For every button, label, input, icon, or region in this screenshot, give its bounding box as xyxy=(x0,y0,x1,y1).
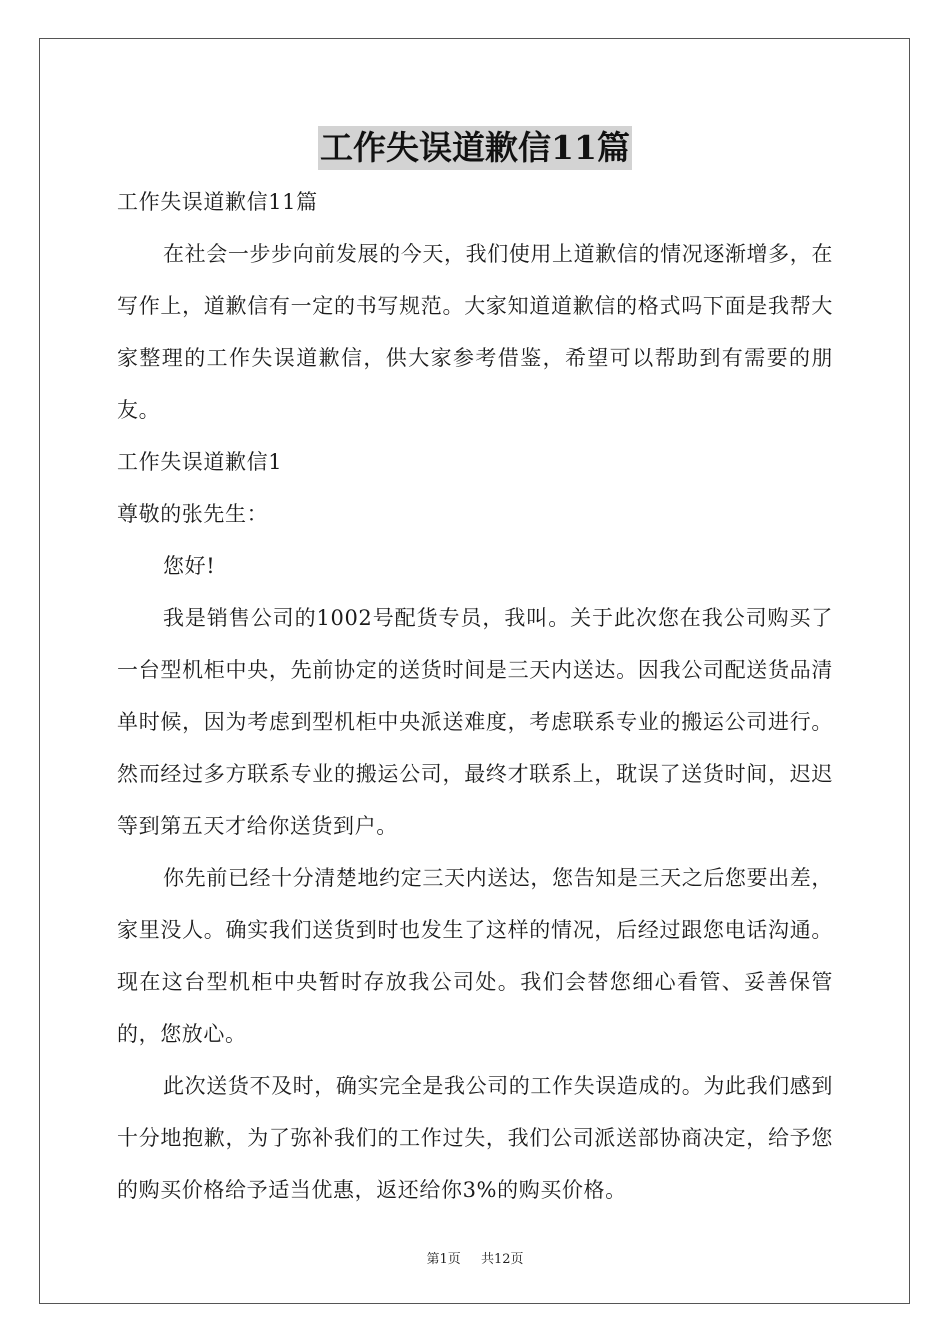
body-paragraph: 我是销售公司的1002号配货专员，我叫。关于此次您在我公司购买了一台型机柜中央，先前协定的送货时间是三天内送达。因我公司配送货品清单时候，因为考虑到型机柜中央派送难度，考虑联系专业的搬运公司进行。然而经过多方联系专业的搬运公司，最终才联系上，耽误了送货时间，迟迟等到第五天才给你送货到户。 xyxy=(117,606,833,838)
salutation: 尊敬的张先生： xyxy=(117,502,269,526)
body-paragraph: 你先前已经十分清楚地约定三天内送达，您告知是三天之后您要出差，家里没人。确实我们送货到时也发生了这样的情况，后经过跟您电话沟通。现在这台型机柜中央暂时存放我公司处。我们会替您细心看管、妥善保管的，您放心。 xyxy=(117,866,833,1046)
page-footer xyxy=(0,1248,950,1267)
page-total: 共12页 xyxy=(480,1252,524,1267)
page-number: 第1页 xyxy=(426,1252,461,1267)
document-subtitle: 工作失误道歉信11篇 xyxy=(117,190,318,214)
body-paragraph: 此次送货不及时，确实完全是我公司的工作失误造成的。为此我们感到十分地抱歉，为了弥补我们的工作过失，我们公司派送部协商决定，给予您的购买价格给予适当优惠，返还给你3%的购买价格。 xyxy=(117,1074,833,1202)
document-body xyxy=(117,176,833,1216)
title-container xyxy=(0,126,950,170)
section-heading: 工作失误道歉信1 xyxy=(117,450,283,474)
greeting: 您好! xyxy=(163,554,216,578)
intro-paragraph: 在社会一步步向前发展的今天，我们使用上道歉信的情况逐渐增多，在写作上，道歉信有一定的书写规范。大家知道道歉信的格式吗下面是我帮大家整理的工作失误道歉信，供大家参考借鉴，希望可以帮助到有需要的朋友。 xyxy=(117,242,833,422)
document-title: 工作失误道歉信11篇 xyxy=(318,126,632,170)
